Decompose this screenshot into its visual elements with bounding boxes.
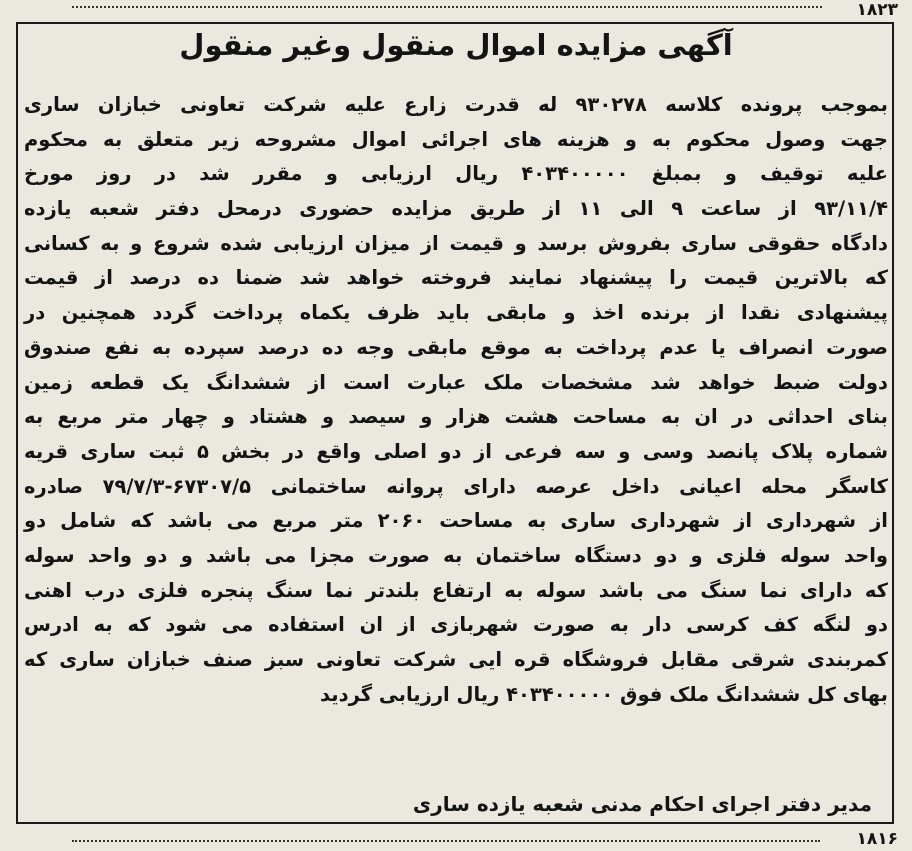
- notice-line: کمربندی شرقی مقابل فروشگاه قره ایی شرکت تعاونی سبز صنف خبازان ساری که: [24, 648, 888, 671]
- notice-signature: مدیر دفتر اجرای احکام مدنی شعبه یازده ساری: [412, 792, 872, 816]
- top-page-number: ۱۸۲۳: [856, 0, 898, 20]
- notice-body: [24, 88, 888, 712]
- top-dotted-rule: [72, 6, 822, 8]
- notice-line: صورت انصراف یا عدم پرداخت به موقع مابقی وجه ده درصد سپرده به نفع صندوق: [24, 335, 888, 359]
- notice-line: ۹۳/۱۱/۴ از ساعت ۹ الی ۱۱ از طریق مزایده حضوری درمحل دفتر شعبه یازده: [24, 197, 888, 221]
- notice-line: بهای کل ششدانگ ملک فوق ۴۰۳۴۰۰۰۰۰ ریال ارزیابی گردید: [320, 682, 888, 706]
- notice-line: از شهرداری از شهرداری ساری به مساحت ۲۰۶۰ متر مربع می باشد که شامل دو: [24, 509, 888, 533]
- notice-line: دولت ضبط خواهد شد مشخصات ملک عبارت است از ششدانگ یک قطعه زمین: [24, 370, 888, 394]
- notice-line: جهت وصول محکوم به و هزینه های اجرائی اموال مشروحه زیر متعلق به محکوم: [24, 127, 888, 151]
- notice-line: دو لنگه کف کرسی دار به صورت شهربازی از ان استفاده می شود که به ادرس: [24, 613, 888, 637]
- notice-line: بنای احداثی در ان به مساحت هشت هزار و سیصد و هشتاد و چهار متر مربع به: [24, 405, 888, 429]
- notice-line: کاسگر محله اعیانی داخل عرصه دارای پروانه ساختمانی ۶۷۳۰۷/۵-۷۹/۷/۳ صادره: [24, 474, 888, 498]
- bottom-dotted-rule: [72, 840, 820, 842]
- notice-line: بموجب پرونده کلاسه ۹۳۰۲۷۸ له قدرت زارع علیه شرکت تعاونی خبازان ساری: [24, 93, 888, 116]
- notice-title: آگهی مزایده اموال منقول وغیر منقول: [179, 28, 733, 62]
- notice-line: که دارای نما سنگ می باشد سوله به ارتفاع بلندتر نما سنگ پنجره فلزی درب اهنی: [24, 578, 888, 602]
- notice-line: که بالاترین قیمت را پیشنهاد نمایند فروخته خواهد شد ضمنا ده درصد از قیمت: [24, 266, 888, 290]
- notice-line: دادگاه حقوقی ساری بفروش برسد و قیمت از میزان ارزیابی شده شروع و به کسانی: [24, 231, 888, 255]
- notice-line: پیشنهادی نقدا از برنده اخذ و مابقی باید ظرف یکماه پرداخت گردد همچنین در: [24, 301, 888, 325]
- notice-line: علیه توقیف و بمبلغ ۴۰۳۴۰۰۰۰۰ ریال ارزیابی و مقرر شد در روز مورخ: [24, 162, 888, 186]
- bottom-page-number: ۱۸۱۶: [856, 829, 898, 849]
- notice-line: واحد سوله فلزی و دو دستگاه ساختمان به صورت مجزا می باشد و دو واحد سوله: [24, 543, 888, 567]
- notice-line: شماره پلاک پانصد وسی و سه فرعی از دو اصلی واقع در بخش ۵ ثبت ساری قریه: [24, 439, 888, 463]
